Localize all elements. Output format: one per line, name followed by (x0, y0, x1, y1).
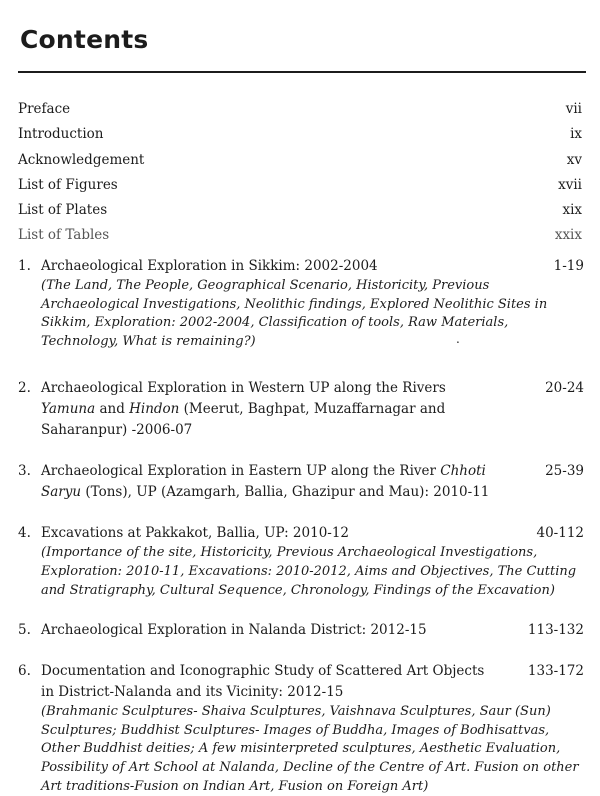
toc-entry-page: xvii (558, 176, 582, 193)
toc-entry-page: xxix (554, 227, 582, 244)
chapter-details: (Brahmanic Sculptures- Shaiva Sculptures, Vaishnava Sculptures, Saur (Sun) Sculptures; Buddhist Sculptures- Images of Buddha, Images of Bodhisattvas, Other Buddhist deities; A few misinterpreted sculptures, Aesthetic Evaluation, Possibility of Art School at Nalanda, Decline of the Centre of Art. Fusion on other Art traditions-Fusion on Indian Art, Fusion on Foreign Art) (41, 704, 579, 794)
toc-entry-label: List of Tables (18, 227, 110, 244)
toc-entry-preface[interactable] (18, 99, 582, 124)
toc-entry-label: Introduction (18, 126, 104, 143)
chapter-title: Archaeological Exploration in Eastern UP along the River Chhoti Saryu (Tons), UP (Azamgarh, Ballia, Ghazipur and Mau): 2010-11 (41, 463, 490, 501)
toc-entry-label: List of Plates (18, 202, 108, 219)
chapter-title: Archaeological Exploration in Nalanda District: 2012-15 (41, 622, 427, 639)
toc-entry-list-of-plates[interactable] (18, 200, 582, 225)
chapter-number: 5. (18, 622, 31, 639)
chapter-details: (The Land, The People, Geographical Scenario, Historicity, Previous Archaeological Investigations, Neolithic findings, Explored Neolithic Sites in Sikkim, Exploration: 2002-2004, Classification of tools, Raw Materials, Technology, What is remaining?) (41, 278, 548, 349)
toc-entry-label: List of Figures (18, 176, 118, 193)
toc-entry-page: ix (570, 126, 582, 143)
page-title: Contents (20, 25, 149, 54)
chapter-details: (Importance of the site, Historicity, Previous Archaeological Investigations, Exploration: 2010-11, Excavations: 2010-2012, Aims and Objectives, The Cutting and Stratigraphy, Cultural Sequence, Chronology, Findings of the Excavation) (41, 545, 577, 598)
toc-chapter-2[interactable] (18, 378, 584, 441)
chapter-pages: 113-132 (527, 622, 584, 639)
chapter-pages: 25-39 (545, 463, 584, 480)
chapter-number: 6. (18, 663, 31, 680)
toc-entry-page: xix (562, 202, 582, 219)
chapter-number: 3. (18, 463, 31, 480)
toc-entry-label: Preface (18, 101, 71, 117)
chapter-pages: 133-172 (527, 663, 584, 680)
chapter-title: Excavations at Pakkakot, Ballia, UP: 2010-12 (41, 525, 350, 542)
toc-entry-list-of-tables[interactable] (18, 225, 582, 250)
toc-entry-introduction[interactable] (18, 124, 582, 149)
chapter-pages: 40-112 (536, 525, 584, 542)
toc-chapter-1[interactable] (18, 256, 584, 351)
toc-entry-page: xv (566, 151, 582, 168)
toc-chapter-3[interactable] (18, 461, 584, 503)
chapter-title: Archaeological Exploration in Sikkim: 2002-2004 (41, 258, 378, 274)
chapter-number: 2. (18, 380, 31, 397)
toc-chapter-5[interactable] (18, 620, 584, 641)
chapter-list (18, 256, 584, 796)
front-matter-list (18, 99, 582, 251)
toc-chapter-4[interactable] (18, 523, 584, 600)
chapter-title: Archaeological Exploration in Western UP along the Rivers Yamuna and Hindon (Meerut, Baghpat, Muzaffarnagar and Saharanpur) -2006-07 (41, 380, 446, 439)
chapter-pages: 1-19 (553, 258, 584, 274)
chapter-pages: 20-24 (545, 380, 584, 397)
toc-entry-list-of-figures[interactable] (18, 175, 582, 200)
toc-entry-page: vii (565, 101, 582, 117)
toc-entry-acknowledgement[interactable] (18, 150, 582, 175)
stray-mark: . (456, 332, 460, 346)
chapter-number: 4. (18, 525, 31, 542)
title-rule (18, 71, 586, 73)
toc-entry-label: Acknowledgement (18, 151, 145, 168)
chapter-number: 1. (18, 258, 31, 274)
toc-chapter-6[interactable] (18, 661, 584, 796)
chapter-title: Documentation and Iconographic Study of Scattered Art Objects in District-Nalanda and its Vicinity: 2012-15 (41, 663, 485, 701)
